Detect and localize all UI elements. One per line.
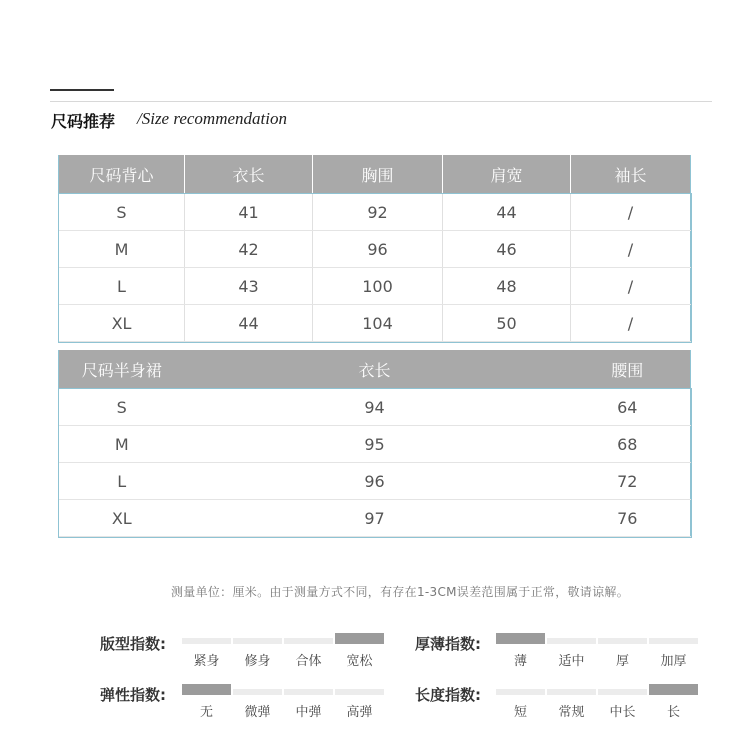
fit-option [335,638,384,669]
table-header-row [59,350,691,389]
elasticity-option [284,689,333,720]
table-cell: 43 [185,268,313,305]
option-label: 短 [513,705,527,720]
header-divider [50,101,712,102]
scale-bar [496,633,545,644]
scale-bar [335,633,384,644]
table-cell: 100 [313,268,443,305]
scale-bar [649,684,698,695]
scale-bar [598,638,647,644]
table-row [59,305,691,342]
table-header-row [59,155,691,194]
fit-index-scale [182,638,384,669]
thickness-option [598,638,647,669]
table-row [59,463,691,500]
option-label: 厚 [615,654,629,669]
option-label: 常规 [558,705,585,720]
table-row [59,426,691,463]
option-label: 合体 [295,654,322,669]
header-cell: 衣长 [185,155,313,194]
table-cell: XL [59,305,185,342]
fit-option [182,638,231,669]
scale-bar [284,689,333,695]
fit-option [233,638,282,669]
table-cell: 50 [443,305,571,342]
table-cell: / [571,231,691,268]
fit-option [284,638,333,669]
option-label: 修身 [244,654,271,669]
table-cell: 44 [443,194,571,231]
page-title: 尺码推荐 [51,112,116,131]
table-cell: S [59,194,185,231]
elasticity-index-scale [182,689,384,720]
table-cell: 96 [185,463,565,500]
table-cell: 76 [565,500,691,537]
header-cell: 胸围 [313,155,443,194]
header-cell: 尺码半身裙 [59,350,185,389]
table-cell: / [571,268,691,305]
option-label: 高弹 [346,705,373,720]
table-cell: S [59,389,185,426]
length-option [598,689,647,720]
option-label: 中长 [609,705,636,720]
table-cell: 68 [565,426,691,463]
header-cell: 袖长 [571,155,691,194]
table-cell: 94 [185,389,565,426]
measurement-note: 测量单位：厘米。由于测量方式不同，有存在1-3CM误差范围属于正常，敬请谅解。 [170,585,630,599]
option-label: 薄 [513,654,527,669]
option-label: 宽松 [346,654,373,669]
scale-bar [496,689,545,695]
table-cell: 72 [565,463,691,500]
header-cell: 衣长 [185,350,565,389]
table-cell: 41 [185,194,313,231]
thickness-option [547,638,596,669]
table-cell: 44 [185,305,313,342]
header-cell: 肩宽 [443,155,571,194]
scale-bar [182,684,231,695]
table-cell: 42 [185,231,313,268]
table-cell: 96 [313,231,443,268]
vest-size-table [58,155,691,342]
scale-bar [182,638,231,644]
elasticity-option [233,689,282,720]
table-row [59,500,691,537]
scale-bar [335,689,384,695]
scale-bar [233,689,282,695]
option-label: 微弹 [244,705,271,720]
scale-bar [547,638,596,644]
table-row [59,268,691,305]
scale-bar [598,689,647,695]
header-cell: 尺码背心 [59,155,185,194]
scale-bar [547,689,596,695]
scale-bar [649,638,698,644]
table-cell: 92 [313,194,443,231]
elasticity-option [335,689,384,720]
length-index-label: 长度指数: [415,686,481,704]
table-cell: 46 [443,231,571,268]
option-label: 适中 [558,654,585,669]
table-cell: XL [59,500,185,537]
table-cell: 48 [443,268,571,305]
option-label: 无 [199,705,213,720]
length-index-scale [496,689,698,720]
length-option [496,689,545,720]
table-row [59,389,691,426]
table-cell: / [571,305,691,342]
table-cell: 104 [313,305,443,342]
option-label: 中弹 [295,705,322,720]
option-label: 长 [666,705,680,720]
thickness-index-scale [496,638,698,669]
skirt-size-table [58,350,691,537]
table-cell: 97 [185,500,565,537]
table-row [59,194,691,231]
option-label: 加厚 [660,654,687,669]
scale-bar [233,638,282,644]
table-cell: M [59,426,185,463]
header-accent-line [50,89,114,91]
table-row [59,231,691,268]
table-cell: 64 [565,389,691,426]
table-cell: L [59,463,185,500]
table-cell: M [59,231,185,268]
scale-bar [284,638,333,644]
thickness-option [649,638,698,669]
elasticity-option [182,689,231,720]
page-subtitle: /Size recommendation [137,109,287,128]
length-option [547,689,596,720]
elasticity-index-label: 弹性指数: [100,686,166,704]
thickness-index-label: 厚薄指数: [415,635,481,653]
header-cell: 腰围 [565,350,691,389]
fit-index-label: 版型指数: [100,635,166,653]
thickness-option [496,638,545,669]
length-option [649,689,698,720]
table-cell: 95 [185,426,565,463]
table-cell: / [571,194,691,231]
option-label: 紧身 [193,654,220,669]
table-cell: L [59,268,185,305]
